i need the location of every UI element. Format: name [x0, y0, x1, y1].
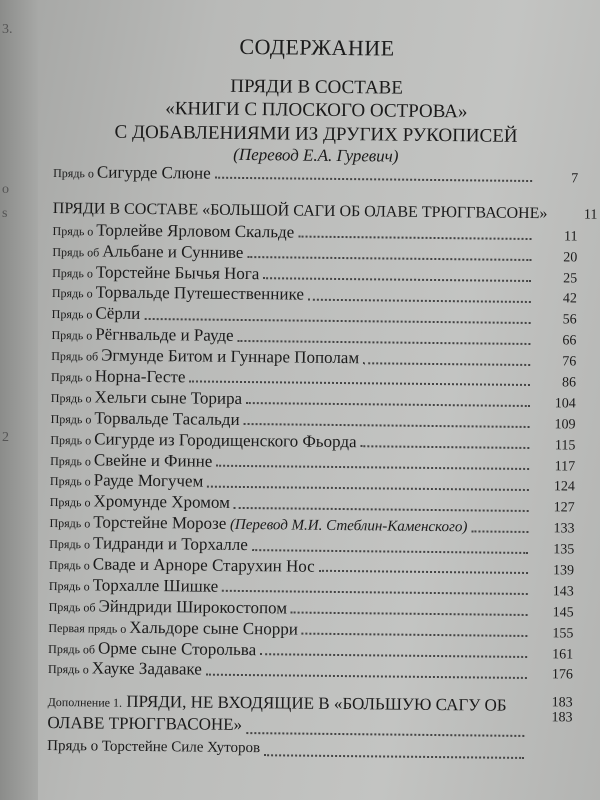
dot-leader — [246, 402, 530, 407]
dot-leader — [222, 590, 528, 595]
page-number: 25 — [563, 270, 578, 287]
page-number: 124 — [553, 479, 576, 495]
section-title: ПРЯДИ В СОСТАВЕ «БОЛЬШОЙ САГИ ОБ ОЛАВЕ ТРЮГГВАСОНЕ» — [52, 199, 548, 223]
entry-title: Сваде и Арноре Старухин Нос — [92, 554, 315, 576]
toc-entry[interactable] — [48, 658, 573, 684]
entry-prefix: Прядь о — [49, 474, 94, 489]
dot-leader — [308, 299, 531, 303]
entry-prefix: Первая прядь о — [48, 620, 130, 636]
entry-translator: (Перевод М.И. Стеблин-Каменского) — [229, 517, 468, 536]
dot-leader — [206, 674, 527, 679]
entry-title: Сёрли — [95, 303, 141, 324]
entry-prefix: Прядь о — [51, 286, 96, 301]
toc-content — [47, 0, 598, 800]
page-number: 86 — [561, 375, 577, 391]
dot-leader — [363, 362, 530, 366]
entry-prefix: Прядь об — [52, 244, 103, 260]
dot-leader — [298, 236, 531, 240]
entry-prefix: Прядь о — [49, 537, 94, 552]
section-heading-line1: ПРЯДИ В СОСТАВЕ — [230, 75, 403, 99]
entry-prefix: Прядь о — [47, 662, 92, 677]
entry-title: Тидранди и Торхалле — [92, 533, 248, 555]
dot-leader — [302, 633, 528, 637]
entry-title: Сигурде Слюне — [96, 162, 211, 183]
page-number: 11 — [583, 207, 598, 223]
page-number: 145 — [552, 605, 574, 621]
page-number: 115 — [554, 437, 576, 454]
entry-prefix: Прядь о — [49, 516, 94, 531]
page-number: 133 — [553, 521, 575, 537]
entry-title: Торвальде Тасальди — [94, 408, 240, 429]
entry-prefix: Прядь о — [50, 369, 95, 385]
entry-prefix: Прядь о — [51, 307, 96, 322]
facing-page-edge — [0, 0, 38, 800]
page-number: 42 — [562, 291, 577, 307]
entry-title: Сигурде из Городищенского Фьорда — [94, 429, 357, 451]
page-number: 7 — [571, 171, 579, 187]
dot-leader — [252, 549, 528, 554]
entry-title: Торлейве Ярловом Скальде — [96, 220, 295, 242]
dot-leader — [319, 570, 528, 574]
page-number: 117 — [554, 458, 576, 475]
page-number: 139 — [552, 563, 575, 579]
dot-leader — [244, 423, 530, 428]
entry-prefix: Прядь о — [50, 390, 95, 406]
entry-title: Хельги сыне Торира — [94, 387, 243, 408]
dot-leader — [216, 465, 529, 470]
entry-prefix: Прядь об — [51, 349, 102, 364]
page-number: 183 — [551, 695, 573, 711]
entry-prefix: Прядь о — [51, 328, 96, 343]
page-number: 11 — [563, 229, 578, 245]
entry-title: Норна-Гесте — [94, 366, 186, 387]
dot-leader — [247, 256, 531, 261]
entry-title: Торвальде Путешественнике — [95, 282, 305, 305]
entry-title: Рёгнвальде и Рауде — [95, 324, 234, 346]
toc-entry[interactable] — [47, 734, 572, 763]
entry-title: Хауке Задаваке — [91, 658, 202, 680]
entry-title: Торстейне Бычья Нога — [95, 262, 260, 283]
entry-prefix: Прядь о — [49, 495, 94, 510]
translator-credit: (Перевод Е.А. Гуревич) — [233, 144, 399, 166]
dot-leader — [263, 277, 531, 282]
page-number: 56 — [562, 312, 577, 328]
margin-mark: 3. — [2, 22, 13, 37]
entry-prefix: Прядь о — [52, 265, 96, 281]
appendix-title-line1: ПРЯДИ, НЕ ВХОДЯЩИЕ В «БОЛЬШУЮ САГУ ОБ — [126, 691, 507, 715]
dot-leader — [264, 754, 524, 759]
entry-prefix: Прядь о — [50, 453, 95, 469]
entry-title: Рауде Могучем — [93, 470, 204, 492]
page-title: СОДЕРЖАНИЕ — [239, 33, 395, 61]
dot-leader — [215, 177, 532, 182]
appendix-section — [47, 690, 573, 763]
toc-entry[interactable] — [53, 162, 578, 188]
dot-leader — [189, 381, 530, 387]
margin-mark: 2 — [2, 430, 9, 445]
dot-leader — [471, 530, 528, 533]
page-number: 155 — [552, 625, 574, 642]
entry-prefix: Прядь о — [48, 578, 93, 594]
margin-mark: o — [2, 182, 9, 197]
entry-prefix: Прядь о — [50, 411, 95, 427]
entry-prefix: Прядь о — [49, 558, 93, 573]
dot-leader — [144, 318, 530, 324]
margin-mark: s — [2, 206, 8, 221]
page-number: 161 — [552, 646, 574, 663]
entry-title: Альбане и Сунниве — [102, 241, 244, 262]
page-number: 66 — [562, 333, 577, 349]
entry-prefix: Прядь об — [48, 641, 99, 657]
entry-title: Эйндриди Широкостопом — [98, 596, 288, 618]
dot-leader — [260, 653, 527, 658]
page-number: 183 — [551, 710, 573, 726]
appendix-label: Дополнение 1. — [47, 694, 123, 710]
dot-leader — [361, 445, 530, 449]
entry-title: Орме сыне Сторольва — [97, 638, 257, 659]
entry-title: Торхалле Шишке — [92, 575, 219, 596]
page-number: 104 — [554, 396, 576, 412]
entry-prefix: Прядь об — [48, 599, 99, 615]
page-number: 135 — [553, 542, 575, 558]
page-number: 143 — [552, 584, 574, 600]
page-number: 20 — [563, 250, 578, 266]
page-number: 76 — [562, 354, 577, 370]
toc-list — [47, 162, 598, 685]
entry-prefix: Прядь о — [50, 432, 95, 448]
dot-leader — [291, 612, 528, 616]
entry-title: Свейне и Финне — [93, 450, 213, 471]
entry-title: Хромунде Хромом — [93, 491, 231, 513]
entry-prefix: Прядь о — [53, 165, 98, 181]
appendix-title-line2: ОЛАВЕ ТРЮГГВАСОНЕ» — [47, 712, 243, 734]
dot-leader — [238, 340, 531, 345]
entry-title: Торстейне Морозе — [93, 512, 227, 534]
page-number: 127 — [553, 500, 575, 516]
section-heading-line3: С ДОБАВЛЕНИЯМИ ИЗ ДРУГИХ РУКОПИСЕЙ — [114, 121, 518, 147]
dot-leader — [207, 486, 529, 491]
page-number: 176 — [551, 667, 574, 683]
entry-title: Эгмунде Битом и Гуннаре Пополам — [101, 345, 360, 368]
dot-leader — [234, 507, 529, 512]
entry-title: Хальдоре сыне Снорри — [129, 617, 298, 639]
section-heading-line2: «КНИГИ С ПЛОСКОГО ОСТРОВА» — [165, 98, 468, 123]
page-number: 109 — [554, 417, 576, 433]
entry-title: Прядь о Торстейне Силе Хуторов — [47, 737, 261, 757]
entry-prefix: Прядь о — [52, 223, 97, 239]
